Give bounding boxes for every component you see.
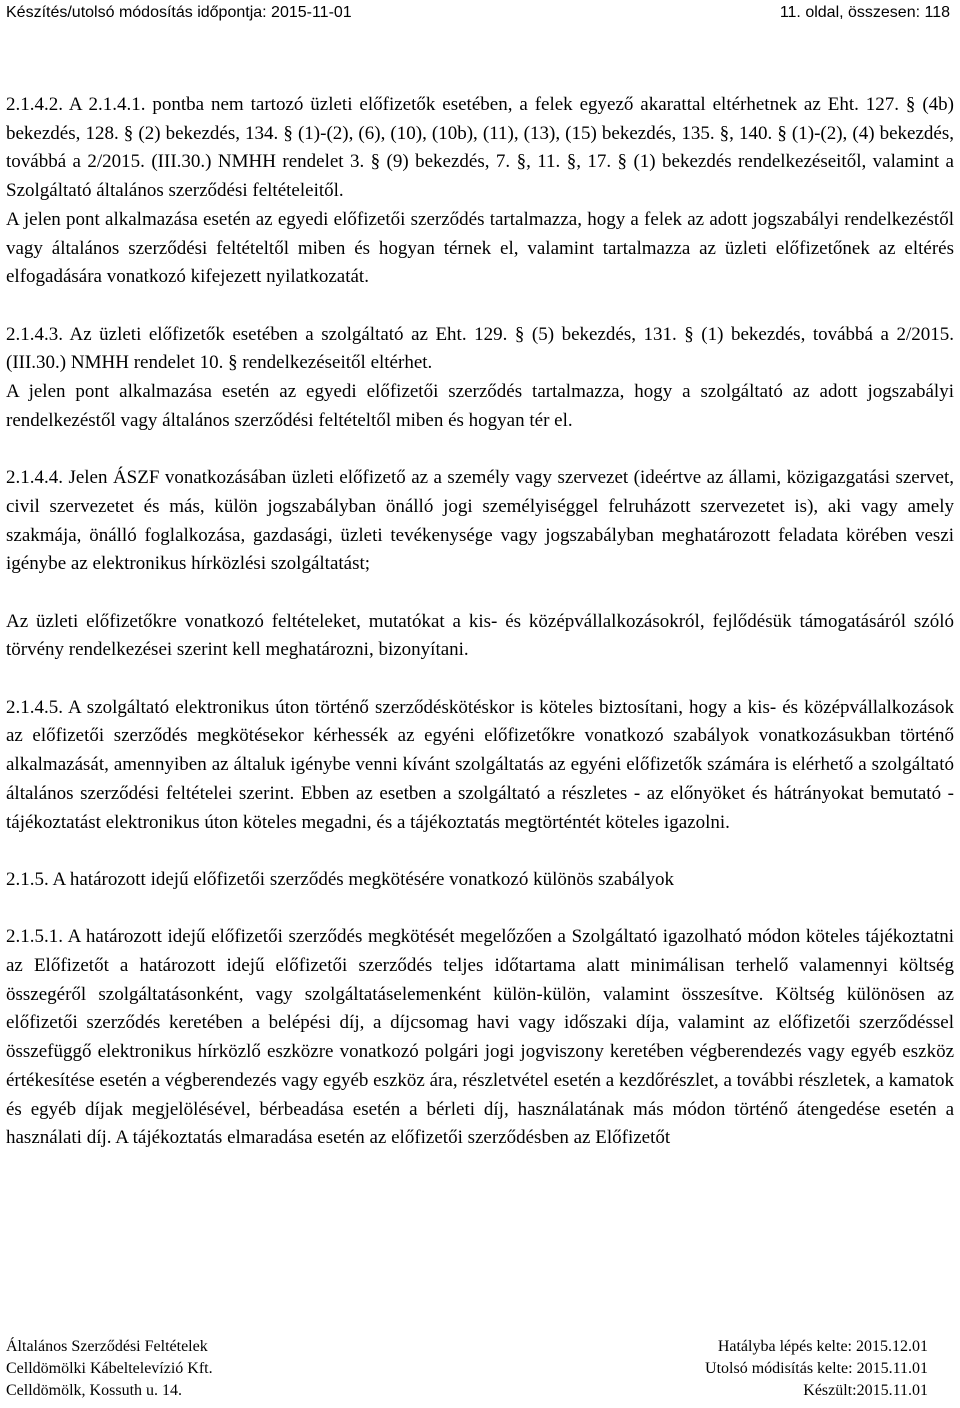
page-footer — [6, 1336, 954, 1402]
section-heading-2-1-5: 2.1.5. A határozott idejű előfizetői szerződés megkötésére vonatkozó különös szabályok — [6, 868, 674, 890]
paragraph-2-1-4-2: 2.1.4.2. A 2.1.4.1. pontba nem tartozó üzleti előfizetők esetében, a felek egyező akarattal eltérhetnek az Eht. 127. § (4b) bekezdés, 128. § (2) bekezdés, 134. § (1)-(2), (6), (10), (10b), (11), (13), (15) bekezdés, 135. §, 140. § (1)-(2), (4) bekezdés, továbbá a 2/2015. (III.30.) NMHH rendelet 3. § (9) bekezdés, 7. §, 11. §, 17. § (1) bekezdés rendelkezéseitől, valamint a Szolgáltató általános szerződési feltételeitől. — [6, 94, 954, 202]
footer-modified-date: Utolsó módisítás kelte: 2015.11.01 — [705, 1360, 928, 1377]
paragraph-2-1-5-1: 2.1.5.1. A határozott idejű előfizetői szerződés megkötését megelőzően a Szolgáltató igazolható módon köteles tájékoztatni az Előfizetőt a határozott idejű előfizetői szerződés teljes időtartama alatt minimálisan terhelő valamennyi költség összegéről szolgáltatásonként, vagy szolgáltatáselemenként külön-külön, valamint összesítve. Költség különösen az előfizetői szerződés keretében a belépési díj, a díjcsomag havi vagy időszaki díja, valamint az előfizetői szerződéssel összefüggő elektronikus hírközlő eszközre vonatkozó polgári jogi jogviszony keretében végberendezés vagy egyéb eszköz értékesítése esetén a végberendezés vagy egyéb eszköz ára, részletvétel esetén a kezdőrészlet, a további részletek, a kamatok és egyéb díjak megjelölésével, bérbeadása esetén a bérleti díj, használatának más módon történő átengedése esetén a használati díj. A tájékoztatás elmaradása esetén az előfizetői szerződésben az Előfizetőt — [6, 926, 954, 1149]
paragraph-2-1-4-4: 2.1.4.4. Jelen ÁSZF vonatkozásában üzleti előfizető az a személy vagy szervezet (ideértve az állami, közigazgatási szervet, civil szervezetet és más, külön jogszabályban önálló jogi személyiséggel felruházott szervezetet is), aki vagy amely szakmája, önálló foglalkozása, gazdasági, üzleti tevékenysége vagy jogszabályban meghatározott feladata körében veszi igénybe az elektronikus hírközlési szolgáltatást; — [6, 467, 954, 575]
page-header — [6, 4, 954, 30]
footer-effective-date: Hatályba lépés kelte: 2015.12.01 — [717, 1338, 928, 1355]
footer-address: Celldömölk, Kossuth u. 14. — [6, 1382, 183, 1399]
header-page-count: 11. oldal, összesen: 118 — [779, 4, 950, 21]
header-date: Készítés/utolsó módosítás időpontja: 2015-11-01 — [6, 4, 352, 21]
footer-created-date: Készült:2015.11.01 — [803, 1382, 928, 1399]
paragraph-2-1-4-3-note: A jelen pont alkalmazása esetén az egyedi előfizetői szerződés tartalmazza, hogy a szolgáltató az adott jogszabályi rendelkezéstől vagy általános szerződési feltételtől miben és hogyan tér el. — [6, 381, 954, 431]
paragraph-2-1-4-2-note: A jelen pont alkalmazása esetén az egyedi előfizetői szerződés tartalmazza, hogy a felek az adott jogszabályi rendelkezéstől vagy általános szerződési feltételtől miben és hogyan térnek el, valamint tartalmazza az üzleti előfizetőnek az eltérés elfogadására vonatkozó kifejezett nyilatkozatát. — [6, 208, 954, 288]
paragraph-business-criteria: Az üzleti előfizetőkre vonatkozó feltételeket, mutatókat a kis- és középvállalkozásokról, fejlődésük támogatásáról szóló törvény rendelkezései szerint kell meghatározni, bizonyítani. — [6, 610, 954, 661]
paragraph-2-1-4-3: 2.1.4.3. Az üzleti előfizetők esetében a szolgáltató az Eht. 129. § (5) bekezdés, 131. § (1) bekezdés, továbbá a 2/2015. (III.30.) NMHH rendelet 10. § rendelkezéseitől eltérhet. — [6, 323, 954, 374]
footer-company: Celldömölki Kábeltelevízió Kft. — [6, 1360, 213, 1377]
document-body — [6, 91, 954, 1153]
paragraph-2-1-4-5: 2.1.4.5. A szolgáltató elektronikus úton történő szerződéskötéskor is köteles biztosítani, hogy a kis- és középvállalkozások az előfizetői szerződés megkötésekor kérhessék az egyéni előfizetőkre vonatkozó szabályok vonatkozásukban történő alkalmazását, amennyiben az általuk igénybe venni kívánt szolgáltatás az egyéni előfizetők számára is elérhető a szolgáltató általános szerződési feltételei szerint. Ebben az esetben a szolgáltató a részletes - az előnyöket és hátrányokat bemutató - tájékoztatást elektronikus úton köteles megadni, és a tájékoztatás megtörténtét köteles igazolni. — [6, 696, 954, 833]
footer-doc-title: Általános Szerződési Feltételek — [6, 1338, 208, 1355]
